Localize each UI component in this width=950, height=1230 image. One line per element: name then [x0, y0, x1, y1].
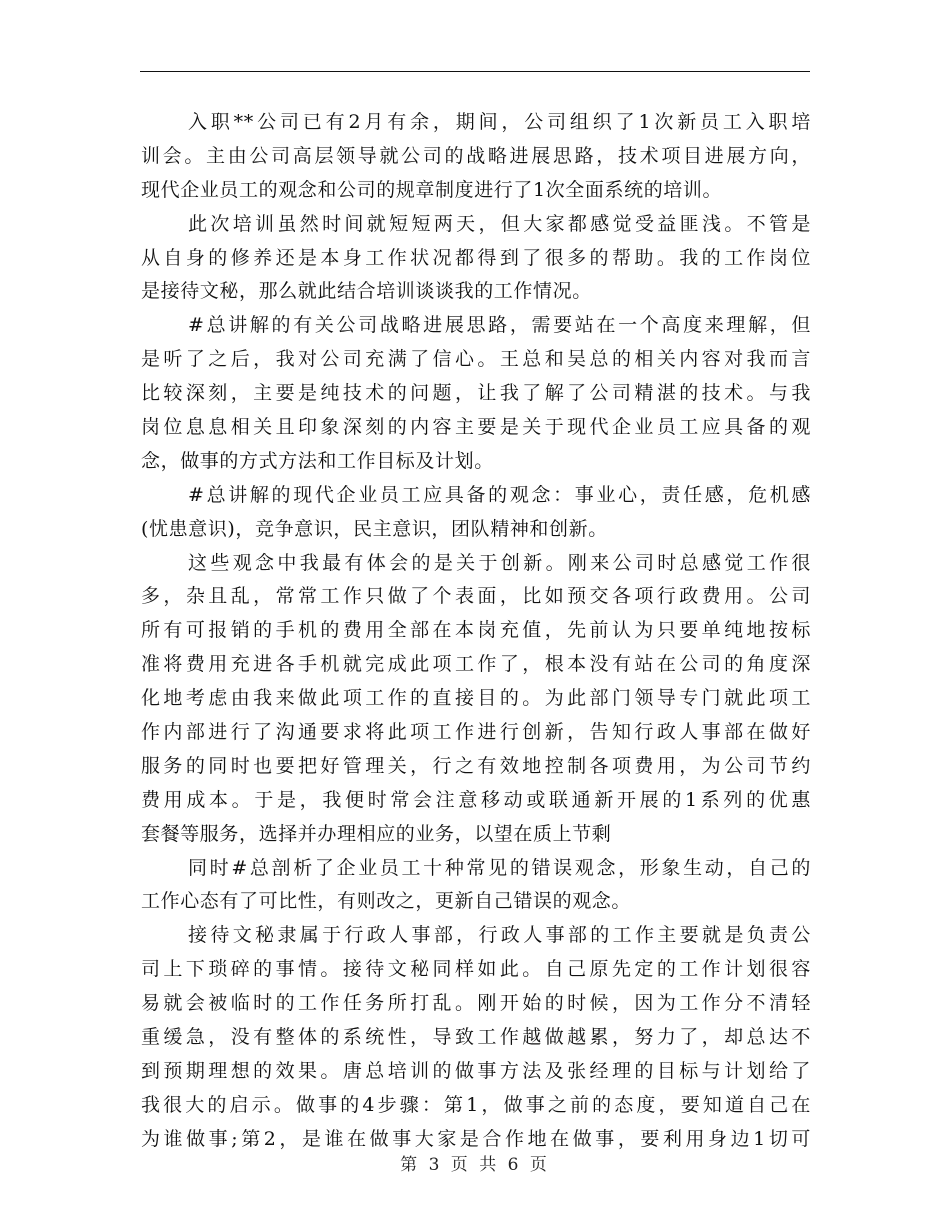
text-line: 这些观念中我最有体会的是关于创新。刚来公司时总感觉工作很 [188, 551, 811, 574]
text-line: 是听了之后，我对公司充满了信心。王总和吴总的相关内容对我而言 [141, 348, 811, 371]
text-line: 是接待文秘，那么就此结合培训谈谈我的工作情况。 [141, 280, 592, 303]
text-line: 入职**公司已有2月有余，期间，公司组织了1次新员工入职培 [188, 111, 811, 133]
text-line: 易就会被临时的工作任务所打乱。刚开始的时候，因为工作分不清轻 [141, 992, 811, 1015]
text-line: #总讲解的有关公司战略进展思路，需要站在一个高度来理解，但 [188, 314, 811, 337]
text-line: 接待文秘隶属于行政人事部，行政人事部的工作主要就是负责公 [188, 924, 811, 947]
text-line: 司上下琐碎的事情。接待文秘同样如此。自己原先定的工作计划很容 [141, 958, 811, 981]
text-line: 比较深刻，主要是纯技术的问题，让我了解了公司精湛的技术。与我 [141, 382, 811, 405]
text-line: 从自身的修养还是本身工作状况都得到了很多的帮助。我的工作岗位 [141, 246, 811, 269]
text-line: 所有可报销的手机的费用全部在本岗充值，先前认为只要单纯地按标 [141, 619, 811, 642]
text-line: 现代企业员工的观念和公司的规章制度进行了1次全面系统的培训。 [141, 178, 723, 201]
header-rule [140, 71, 810, 72]
text-line: 为谁做事;第2，是谁在做事大家是合作地在做事，要利用身边1切可 [141, 1127, 811, 1150]
text-line: (忧患意识)，竞争意识，民主意识，团队精神和创新。 [141, 517, 608, 540]
text-line: 化地考虑由我来做此项工作的直接目的。为此部门领导专门就此项工 [141, 687, 811, 710]
text-line: 岗位息息相关且印象深刻的内容主要是关于现代企业员工应具备的观 [141, 416, 811, 439]
text-line: 套餐等服务，选择并办理相应的业务，以望在质上节剩 [141, 822, 612, 845]
text-line: 到预期理想的效果。唐总培训的做事方法及张经理的目标与计划给了 [141, 1059, 811, 1082]
text-line: 工作心态有了可比性，有则改之，更新自己错误的观念。 [141, 890, 632, 913]
text-line: 多，杂且乱，常常工作只做了个表面，比如预交各项行政费用。公司 [141, 585, 811, 608]
text-line: 准将费用充进各手机就完成此项工作了，根本没有站在公司的角度深 [141, 653, 811, 676]
text-line: 同时#总剖析了企业员工十种常见的错误观念，形象生动，自己的 [188, 856, 811, 879]
text-line: 念，做事的方式方法和工作目标及计划。 [141, 449, 494, 472]
page-footer: 第 3 页 共 6 页 [400, 1155, 550, 1175]
text-line: 作内部进行了沟通要求将此项工作进行创新，告知行政人事部在做好 [141, 721, 811, 744]
text-line: 训会。主由公司高层领导就公司的战略进展思路，技术项目进展方向， [141, 144, 811, 167]
text-line: 我很大的启示。做事的4步骤：第1，做事之前的态度，要知道自己在 [141, 1093, 811, 1116]
text-line: 费用成本。于是，我便时常会注意移动或联通新开展的1系列的优惠 [141, 788, 811, 811]
body-text [141, 106, 811, 1157]
text-line: 此次培训虽然时间就短短两天，但大家都感觉受益匪浅。不管是 [188, 212, 811, 235]
text-line: 服务的同时也要把好管理关，行之有效地控制各项费用，为公司节约 [141, 754, 811, 777]
text-line: #总讲解的现代企业员工应具备的观念：事业心，责任感，危机感 [188, 483, 811, 506]
text-line: 重缓急，没有整体的系统性，导致工作越做越累，努力了，却总达不 [141, 1026, 811, 1049]
